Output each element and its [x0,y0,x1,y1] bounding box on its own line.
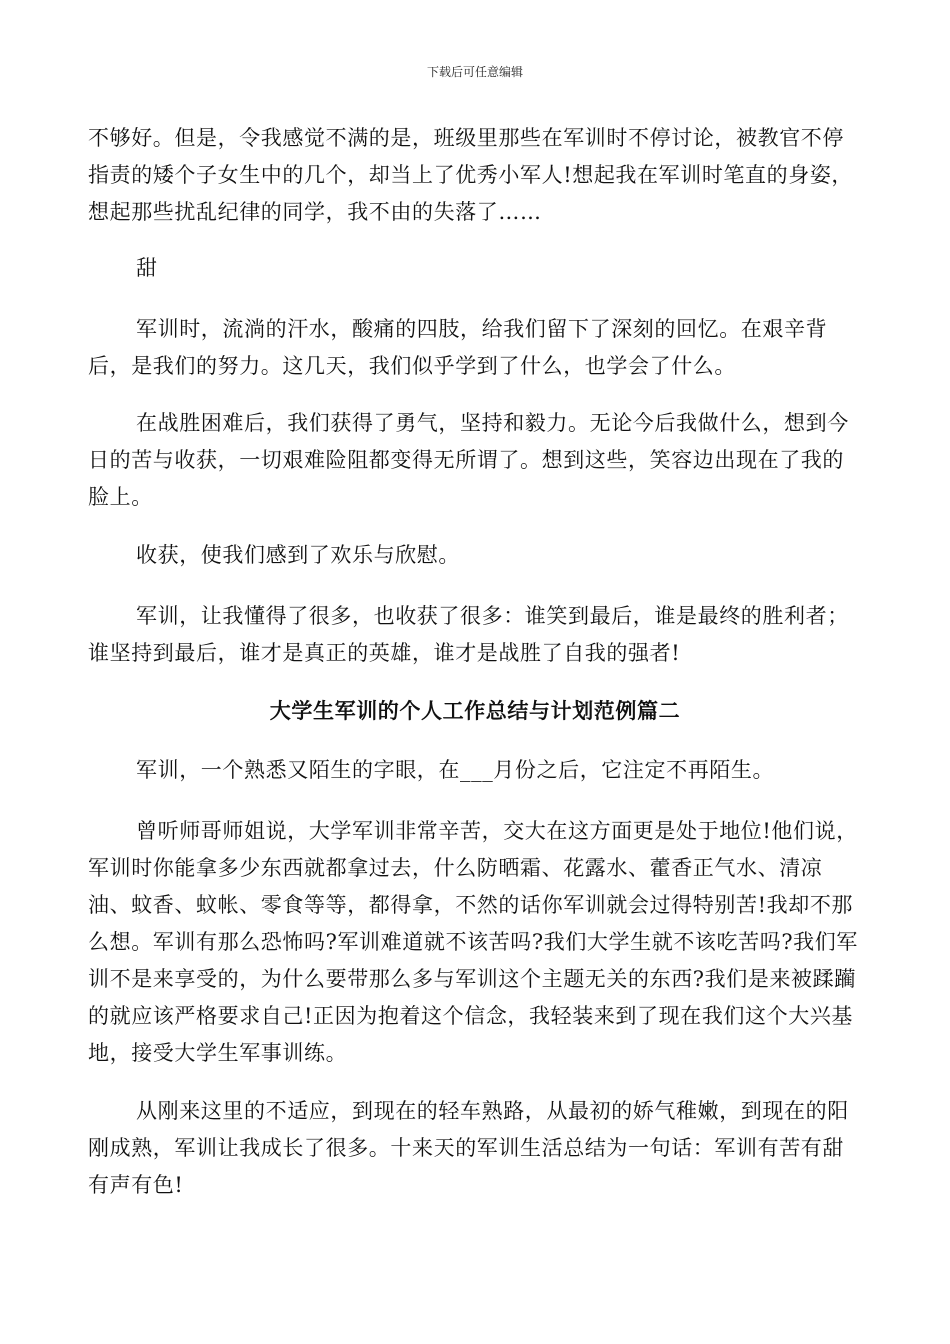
paragraph-training-memory: 军训时，流淌的汗水，酸痛的四肢，给我们留下了深刻的回忆。在艰辛背后，是我们的努力。这几天，我们似乎学到了什么，也学会了什么。 [88,317,828,378]
paragraph-courage: 在战胜困难后，我们获得了勇气，坚持和毅力。无论今后我做什么，想到今日的苦与收获，一切艰难险阻都变得无所谓了。想到这些，笑容边出现在了我的脸上。 [88,411,849,509]
paragraph-sweet-label: 甜 [136,256,158,280]
paragraph-harvest: 收获，使我们感到了欢乐与欣慰。 [136,543,460,567]
paragraph-lessons: 军训，让我懂得了很多，也收获了很多：谁笑到最后，谁是最终的胜利者；谁坚持到最后，谁才是真正的英雄，谁才是战胜了自我的强者! [88,604,849,665]
page-header-note: 下载后可任意编辑 [426,65,523,79]
paragraph-preparation: 曾听师哥师姐说，大学军训非常辛苦，交大在这方面更是处于地位!他们说，军训时你能拿多少东西就都拿过去，什么防晒霜、花露水、藿香正气水、清凉油、蚊香、蚊帐、零食等等，都得拿，不然的话你军训就会过得特别苦!我却不那么想。军训有那么恐怖吗?军训难道就不该苦吗?我们大学生就不该吃苦吗?我们军训不是来享受的，为什么要带那么多与军训这个主题无关的东西?我们是来被蹂躏的就应该严格要求自己!正因为抱着这个信念，我轻装来到了现在我们这个大兴基地，接受大学生军事训练。 [88,819,858,1065]
section-title: 大学生军训的个人工作总结与计划范例篇二 [269,698,681,723]
paragraph-growth: 从刚来这里的不适应，到现在的轻车熟路，从最初的娇气稚嫩，到现在的阳刚成熟，军训让我成长了很多。十来天的军训生活总结为一句话：军训有苦有甜有声有色! [88,1099,849,1197]
paragraph-section-intro: 军训，一个熟悉又陌生的字眼，在___月份之后，它注定不再陌生。 [136,758,775,782]
paragraph-continued: 不够好。但是，令我感觉不满的是，班级里那些在军训时不停讨论，被教官不停指责的矮个子女生中的几个，却当上了优秀小军人!想起我在军训时笔直的身姿，想起那些扰乱纪律的同学，我不由的失落了…… [88,126,854,224]
